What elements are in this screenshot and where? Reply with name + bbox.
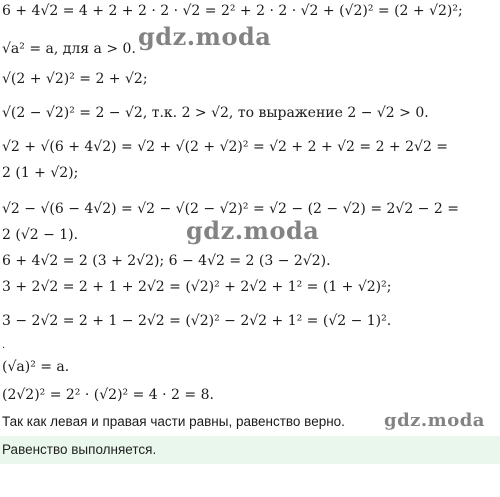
watermark-top: gdz.moda <box>138 22 272 51</box>
math-line-12: (√a)² = a. <box>2 359 70 375</box>
watermark-bottom: gdz.moda <box>384 410 485 431</box>
math-line-5: √2 + √(6 + 4√2) = √2 + √(2 + √2)² = √2 + 2 + √2 = 2 + 2√2 = <box>2 139 449 155</box>
answer-box <box>0 436 500 464</box>
math-line-1: 6 + 4√2 = 4 + 2 + 2 · 2 · √2 = 2² + 2 · 2 · √2 + (√2)² = (2 + √2)²; <box>2 3 463 19</box>
math-line-4: √(2 − √2)² = 2 − √2, т.к. 2 > √2, то выражение 2 − √2 > 0. <box>2 105 429 121</box>
math-line-8: 2 (√2 − 1). <box>2 227 79 243</box>
math-line-13: (2√2)² = 2² · (√2)² = 4 · 2 = 8. <box>2 387 214 403</box>
answer-text: Равенство выполняется. <box>2 442 157 457</box>
watermark-middle: gdz.moda <box>186 216 320 245</box>
math-line-7: √2 − √(6 − 4√2) = √2 − √(2 − √2)² = √2 − (2 − √2) = 2√2 − 2 = <box>2 201 459 217</box>
math-line-11: 3 − 2√2 = 2 + 1 − 2√2 = (√2)² − 2√2 + 1² = (√2 − 1)². <box>2 313 392 329</box>
math-line-6: 2 (1 + √2); <box>2 165 79 181</box>
conclusion-text: Так как левая и правая части равны, равенство верно. <box>2 414 345 429</box>
math-line-3: √(2 + √2)² = 2 + √2; <box>2 71 148 87</box>
math-line-10: 3 + 2√2 = 2 + 1 + 2√2 = (√2)² + 2√2 + 1² = (1 + √2)²; <box>2 279 392 295</box>
math-line-2: √a² = a, для a > 0. <box>2 41 136 57</box>
math-line-9: 6 + 4√2 = 2 (3 + 2√2); 6 − 4√2 = 2 (3 − 2√2). <box>2 253 331 269</box>
stray-dot: . <box>2 340 6 351</box>
